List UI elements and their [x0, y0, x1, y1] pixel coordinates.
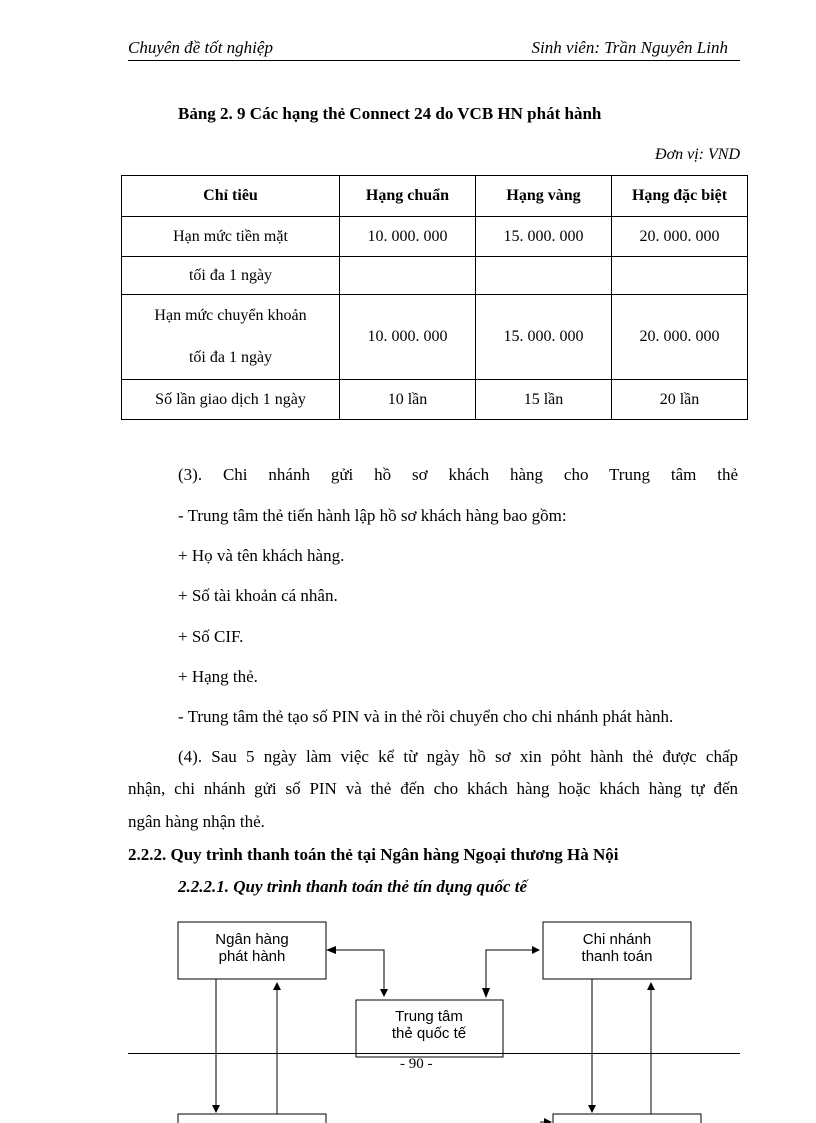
issuer-bank-label: phát hành [218, 948, 286, 965]
paragraph-pin: - Trung tâm thẻ tạo số PIN và in thẻ rồi chuyển cho chi nhánh phát hành. [178, 707, 674, 726]
table-header-cell: Hạng chuẩn [340, 176, 476, 217]
table-header-row [122, 176, 748, 217]
paragraph-card-center: - Trung tâm thẻ tiến hành lập hồ sơ khách hàng bao gồm: [178, 506, 567, 525]
paragraph-step-4-line-2: nhận, chi nhánh gửi số PIN và thẻ đến cho khách hàng hoặc khách hàng tự đến [128, 779, 738, 798]
table-cell: 20. 000. 000 [612, 217, 748, 257]
table-cell: 10. 000. 000 [340, 295, 476, 380]
table-row [122, 257, 748, 295]
table-cell-label: Số lần giao dịch 1 ngày [122, 380, 340, 420]
center-branch-connector [486, 950, 539, 996]
section-heading: 2.2.2. Quy trình thanh toán thẻ tại Ngân hàng Ngoại thương Hà Nội [128, 845, 619, 864]
table-row [122, 217, 748, 257]
table-cell-label-line: Hạn mức chuyển khoản [154, 307, 307, 324]
table-cell: 15. 000. 000 [476, 295, 612, 380]
list-item: + Số tài khoản cá nhân. [178, 586, 338, 605]
table-header-cell: Chỉ tiêu [122, 176, 340, 217]
table-row [122, 295, 748, 380]
arrowhead-icon [326, 946, 336, 954]
subsection-heading: 2.2.2.1. Quy trình thanh toán thẻ tín dụng quốc tế [178, 877, 528, 896]
footer-divider [128, 1053, 740, 1054]
issuer-center-connector [330, 950, 384, 996]
table-cell-empty [612, 257, 748, 295]
cardholder-box [178, 1114, 326, 1123]
table-cell-empty [340, 257, 476, 295]
table-cell-empty [476, 257, 612, 295]
table-cell: 20 lần [612, 380, 748, 420]
card-center-label: thẻ quốc tế [391, 1025, 467, 1042]
table-cell-label-line: tối đa 1 ngày [188, 349, 273, 366]
list-item: + Họ và tên khách hàng. [178, 546, 345, 565]
issuer-bank-label: Ngân hàng [215, 931, 289, 948]
paragraph-step-3: (3). Chi nhánh gửi hồ sơ khách hàng cho Trung tâm thẻ [178, 465, 738, 484]
card-center-label: Trung tâm [395, 1008, 463, 1025]
merchant-box [553, 1114, 701, 1123]
table-cell: 15. 000. 000 [476, 217, 612, 257]
table-unit: Đơn vị: VND [655, 146, 740, 163]
table-cell-label: tối đa 1 ngày [122, 257, 340, 295]
card-tiers-table [121, 175, 748, 420]
table-header-cell: Hạng đặc biệt [612, 176, 748, 217]
paragraph-step-4-line-3: ngân hàng nhận thẻ. [128, 812, 265, 831]
table-cell-label: Hạn mức tiền mặt [122, 217, 340, 257]
page-number: - 90 - [400, 1056, 433, 1072]
payment-branch-label: thanh toán [581, 948, 653, 965]
table-cell: 10. 000. 000 [340, 217, 476, 257]
header-author: Sinh viên: Trần Nguyên Linh [531, 38, 728, 57]
page-header [128, 38, 740, 61]
paragraph-step-4-line-1: (4). Sau 5 ngày làm việc kể từ ngày hồ sơ xin pỏht hành thẻ được chấp [178, 747, 738, 766]
arrowhead-icon [482, 988, 490, 998]
card-payment-flow-diagram [0, 900, 816, 1123]
table-cell: 15 lần [476, 380, 612, 420]
table-cell: 20. 000. 000 [612, 295, 748, 380]
payment-branch-label: Chi nhánh [582, 931, 652, 948]
list-item: + Hạng thẻ. [178, 667, 258, 686]
table-row [122, 380, 748, 420]
list-item: + Số CIF. [178, 627, 244, 646]
table-title: Bảng 2. 9 Các hạng thẻ Connect 24 do VCB HN phát hành [178, 104, 602, 123]
header-document-type: Chuyên đề tốt nghiệp [128, 38, 273, 57]
table-cell: 10 lần [340, 380, 476, 420]
table-header-cell: Hạng vàng [476, 176, 612, 217]
table-cell-label [122, 295, 340, 380]
